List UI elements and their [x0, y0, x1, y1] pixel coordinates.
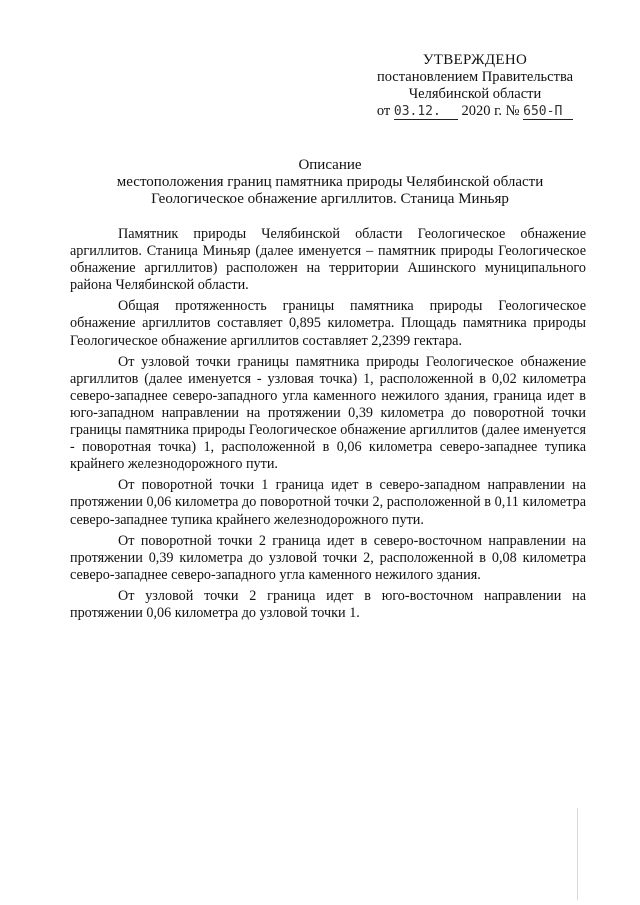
approval-line-government: постановлением Правительства: [376, 69, 574, 85]
approval-date-line: [360, 103, 590, 120]
handwritten-date: 03.12.: [394, 105, 458, 120]
approval-block: [360, 52, 590, 120]
paragraph-closing: От узловой точки 2 граница идет в юго-восточном направлении на протяжении 0,06 километра до узловой точки 1.: [70, 587, 586, 621]
approval-line-region: Челябинской области: [408, 86, 542, 102]
year-and-number-label: 2020 г. №: [461, 103, 520, 119]
paragraph-turn-point-2: От поворотной точки 2 граница идет в северо-восточном направлении на протяжении 0,39 километра до узловой точки 2, расположенной в 0,08 километра северо-западнее северо-западного угла каменного нежилого здания.: [70, 532, 586, 583]
scan-edge-mark: [577, 808, 578, 900]
paragraph-boundary-start: От узловой точки границы памятника природы Геологическое обнажение аргиллитов (далее именуется - узловая точка) 1, расположенной в 0,02 километра северо-западнее северо-западного угла каменного нежилого здания, граница идет в юго-западном направлении на протяжении 0,39 километра до поворотной точки границы памятника природы Геологическое обнажение аргиллитов (далее именуется - поворотная точка) 1, расположенной в 0,06 километра северо-западнее тупика крайнего железнодорожного пути.: [70, 353, 586, 473]
handwritten-number: 650-П: [523, 105, 573, 120]
paragraph-intro: Памятник природы Челябинской области Геологическое обнажение аргиллитов. Станица Миньяр (далее именуется – памятник природы Геологическое обнажение аргиллитов) расположен на территории Ашинского муниципального района Челябинской области.: [70, 226, 586, 294]
heading-line-3: Геологическое обнажение аргиллитов. Станица Миньяр: [151, 191, 509, 207]
date-prefix: от: [376, 103, 391, 119]
document-body: [70, 226, 586, 626]
paragraph-turn-point-1: От поворотной точки 1 граница идет в северо-западном направлении на протяжении 0,06 километра до поворотной точки 2, расположенной в 0,11 километра северо-западнее тупика крайнего железнодорожного пути.: [70, 477, 586, 528]
heading-line-2: местоположения границ памятника природы Челябинской области: [116, 174, 544, 190]
heading-line-1: Описание: [298, 157, 362, 173]
approval-title: УТВЕРЖДЕНО: [422, 52, 528, 68]
paragraph-area: Общая протяженность границы памятника природы Геологическое обнажение аргиллитов составляет 0,895 километра. Площадь памятника природы Геологическое обнажение аргиллитов составляет 2,2399 гектара.: [70, 298, 586, 349]
document-heading: [60, 157, 600, 208]
